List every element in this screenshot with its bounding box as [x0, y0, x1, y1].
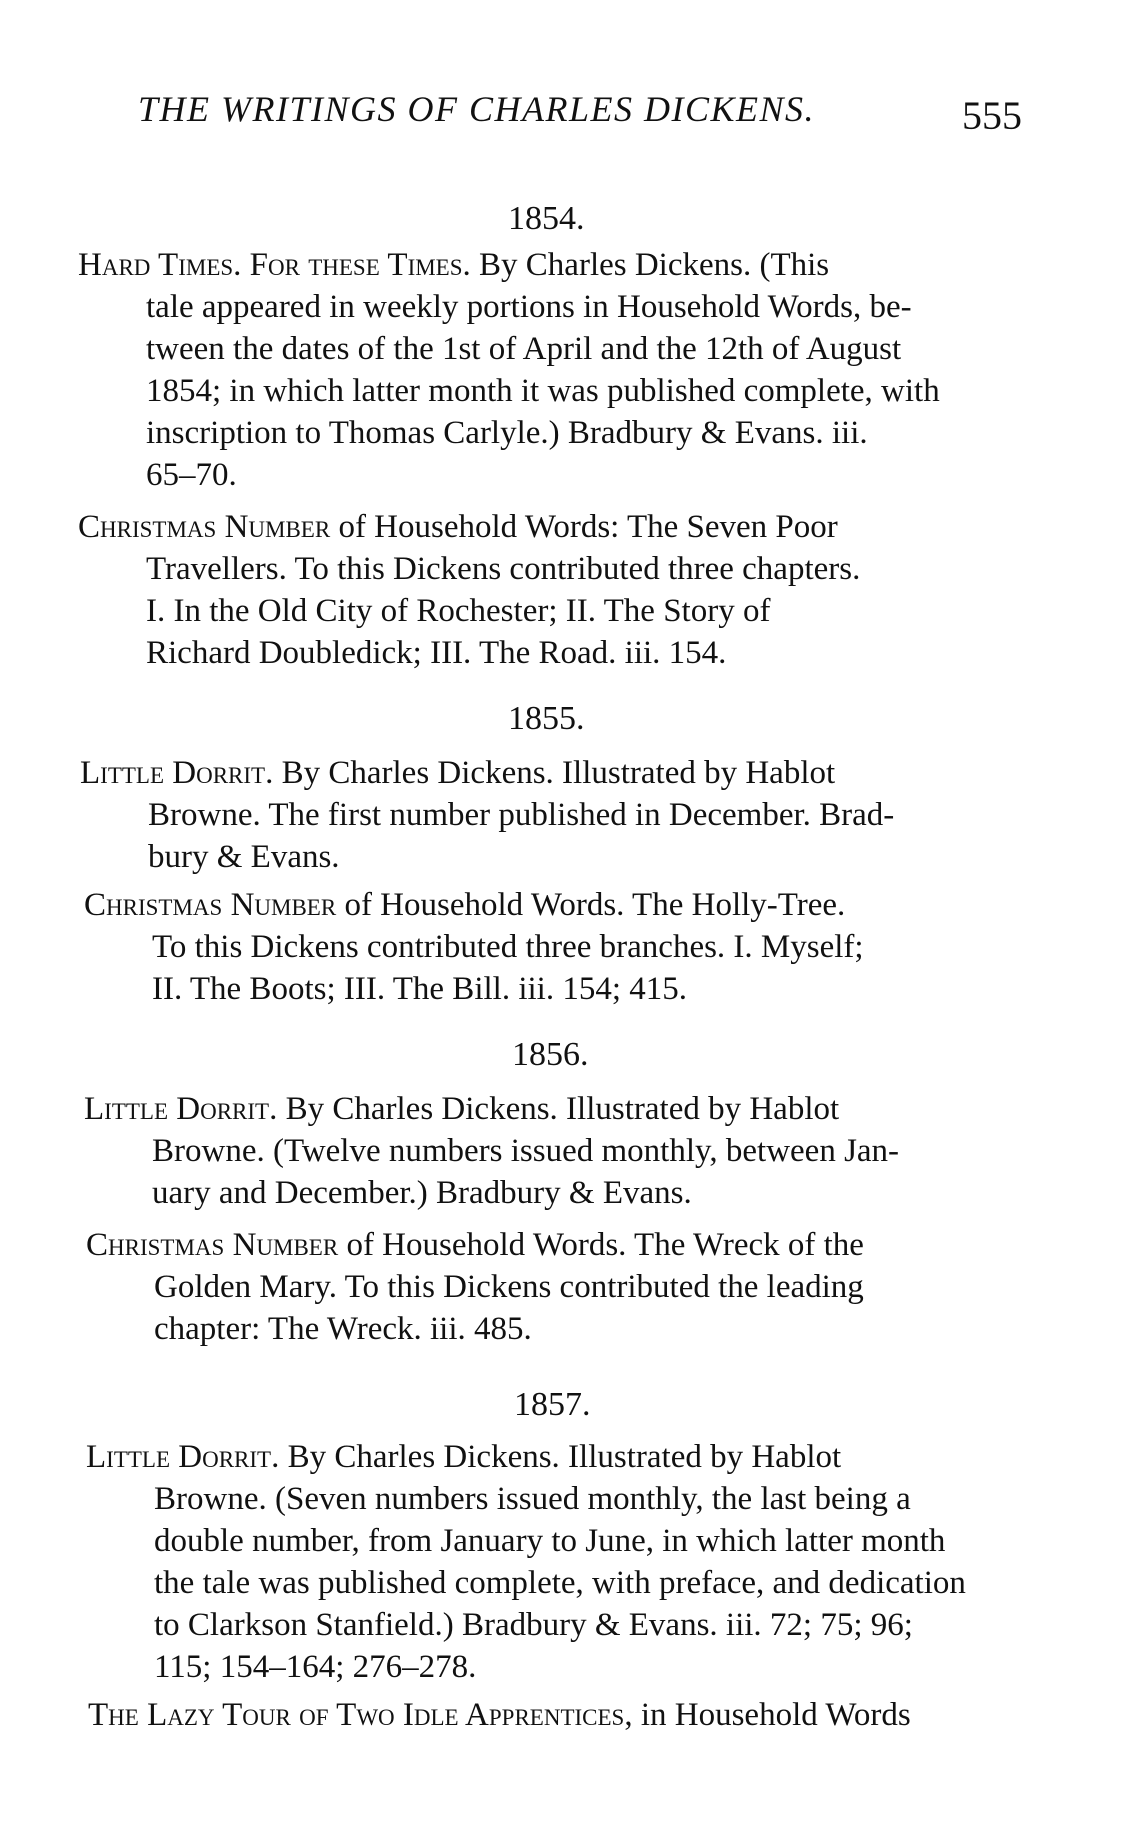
year-heading: 1856.: [512, 1036, 589, 1073]
entry-title: Hard Times. For these Times.: [78, 247, 471, 283]
entry-line: By Charles Dickens. Illustrated by Hablot: [277, 1091, 840, 1127]
entry-line: tale appeared in weekly portions in Household Words, be-: [146, 289, 912, 325]
year-heading: 1855.: [508, 700, 585, 737]
entry-line: 1854; in which latter month it was published complete, with: [146, 373, 940, 409]
entry-christmas-1856: [86, 1224, 1020, 1350]
entry-line: to Clarkson Stanfield.) Bradbury & Evans. iii. 72; 75; 96;: [154, 1607, 913, 1643]
entry-little-dorrit-1856: [84, 1088, 1018, 1214]
entry-line: By Charles Dickens. Illustrated by Hablot: [279, 1439, 842, 1475]
entry-line: By Charles Dickens. (This: [470, 247, 830, 283]
running-title: THE WRITINGS OF CHARLES DICKENS.: [138, 89, 815, 129]
entry-line: the tale was published complete, with preface, and dedication: [154, 1565, 966, 1601]
entry-line: 65–70.: [146, 457, 237, 493]
entry-title: Christmas Number: [84, 887, 337, 923]
entry-little-dorrit-1857: [86, 1436, 1020, 1688]
entry-line: Golden Mary. To this Dickens contributed the leading: [154, 1269, 864, 1305]
entry-line: Browne. The first number published in December. Brad-: [148, 797, 895, 833]
entry-lazy-tour: [88, 1694, 1022, 1736]
entry-line: bury & Evans.: [148, 839, 340, 875]
entry-title: Little Dorrit.: [86, 1439, 280, 1475]
entry-line: of Household Words. The Wreck of the: [338, 1227, 864, 1263]
entry-line: of Household Words: The Seven Poor: [330, 509, 838, 545]
entry-title: Christmas Number: [86, 1227, 339, 1263]
entry-line: Browne. (Seven numbers issued monthly, the last being a: [154, 1481, 911, 1517]
entry-line: in Household Words: [632, 1697, 911, 1733]
entry-line: inscription to Thomas Carlyle.) Bradbury & Evans. iii.: [146, 415, 868, 451]
entry-line: II. The Boots; III. The Bill. iii. 154; 415.: [152, 971, 687, 1007]
entry-line: By Charles Dickens. Illustrated by Hablot: [273, 755, 836, 791]
entry-line: To this Dickens contributed three branches. I. Myself;: [152, 929, 864, 965]
entry-line: Richard Doubledick; III. The Road. iii. 154.: [146, 635, 727, 671]
page-number: 555: [962, 93, 1022, 138]
entry-line: Browne. (Twelve numbers issued monthly, between Jan-: [152, 1133, 900, 1169]
entry-title: Little Dorrit.: [80, 755, 274, 791]
entry-line: double number, from January to June, in which latter month: [154, 1523, 946, 1559]
entry-line: Travellers. To this Dickens contributed three chapters.: [146, 551, 861, 587]
entry-line: chapter: The Wreck. iii. 485.: [154, 1311, 532, 1347]
year-heading: 1857.: [514, 1386, 591, 1423]
entry-hard-times: [78, 244, 1012, 496]
entry-line: uary and December.) Bradbury & Evans.: [152, 1175, 692, 1211]
entry-christmas-1854: [78, 506, 1012, 674]
entry-christmas-1855: [84, 884, 1018, 1010]
running-header: [120, 88, 1040, 148]
entry-title: Christmas Number: [78, 509, 331, 545]
entry-title: The Lazy Tour of Two Idle Apprentices,: [88, 1697, 633, 1733]
entry-line: tween the dates of the 1st of April and the 12th of August: [146, 331, 902, 367]
entry-little-dorrit-1855: [80, 752, 1014, 878]
entry-line: of Household Words. The Holly-Tree.: [336, 887, 846, 923]
entry-line: I. In the Old City of Rochester; II. The Story of: [146, 593, 771, 629]
year-heading: 1854.: [508, 200, 585, 237]
entry-line: 115; 154–164; 276–278.: [154, 1649, 477, 1685]
entry-title: Little Dorrit.: [84, 1091, 278, 1127]
